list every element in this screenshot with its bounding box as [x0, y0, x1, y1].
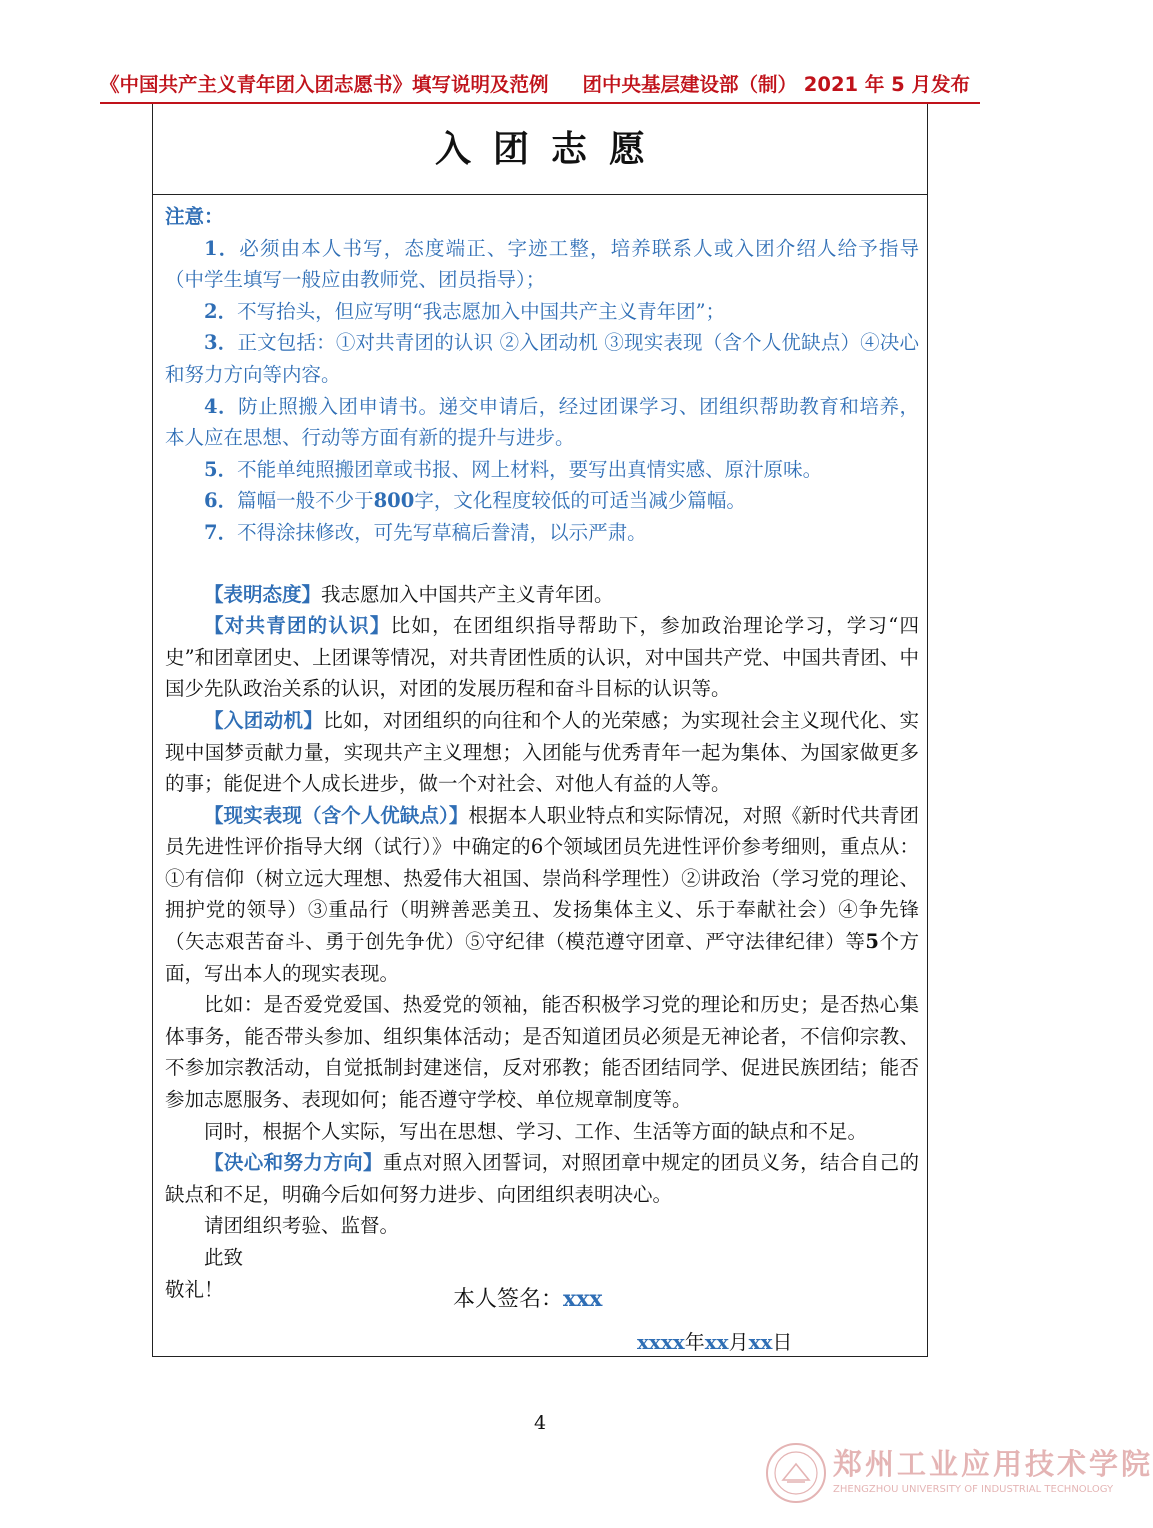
notice-item-2: 2．不写抬头，但应写明“我志愿加入中国共产主义青年团”；	[204, 299, 726, 323]
section-motivation: 【入团动机】比如，对团组织的向往和个人的光荣感；为实现社会主义现代化、实现中国梦贡献力量，实现共产主义理想；入团能与优秀青年一起为集体、为国家做更多的事；能促进个人成长进步，做一个对社会、对他人有益的人等。	[165, 708, 919, 796]
university-seal-icon	[765, 1442, 827, 1504]
notice-item-1: 1．必须由本人书写，态度端正、字迹工整，培养联系人或入团介绍人给予指导（中学生填写一般应由教师党、团员指导）；	[165, 236, 919, 292]
watermark-english: ZHENGZHOU UNIVERSITY OF INDUSTRIAL TECHNOLOGY	[833, 1484, 1114, 1495]
header-title: 《中国共产主义青年团入团志愿书》填写说明及范例	[100, 73, 549, 96]
closing-regards: 敬礼！	[165, 1277, 224, 1301]
header-publisher: 团中央基层建设部（制） 2021 年 5 月发布	[582, 73, 971, 96]
notice-item-4: 4．防止照搬入团申请书。递交申请后，经过团课学习、团组织帮助教育和培养，本人应在思想、行动等方面有新的提升与进步。	[165, 394, 919, 450]
date-line: xxxx年xx月xx日	[637, 1330, 793, 1354]
closing-request: 请团组织考验、监督。	[204, 1214, 400, 1238]
application-form	[152, 104, 928, 1357]
section-example: 比如：是否爱党爱国、热爱党的领袖，能否积极学习党的理论和历史；是否热心集体事务，能否带头参加、组织集体活动；是否知道团员必须是无神论者，不信仰宗教、不参加宗教活动，自觉抵制封建迷信，反对邪教；能否团结同学、促进民族团结；能否参加志愿服务、表现如何；能否遵守学校、单位规章制度等。	[165, 993, 919, 1112]
notice-item-6: 6．篇幅一般不少于800字，文化程度较低的可适当减少篇幅。	[204, 489, 746, 513]
notice-label: 注意：	[165, 205, 224, 228]
document-header	[100, 68, 980, 102]
signature-value: xxx	[563, 1286, 603, 1312]
notice-item-5: 5．不能单纯照搬团章或书报、网上材料，要写出真情实感、原汁原味。	[204, 457, 823, 481]
section-attitude: 【表明态度】我志愿加入中国共产主义青年团。	[204, 582, 614, 606]
notice-item-7: 7．不得涂抹修改，可先写草稿后誊清，以示严肃。	[204, 520, 647, 544]
notice-item-3: 3．正文包括：①对共青团的认识 ②入团动机 ③现实表现（含个人优缺点）④决心和努力方向等内容。	[165, 331, 919, 386]
section-resolve: 【决心和努力方向】重点对照入团誓词，对照团章中规定的团员义务，结合自己的缺点和不足，明确今后如何努力进步、向团组织表明决心。	[165, 1151, 919, 1206]
signature-line	[453, 1282, 602, 1313]
university-watermark	[765, 1440, 1153, 1510]
signature-label: 本人签名：	[453, 1287, 564, 1312]
section-performance: 【现实表现（含个人优缺点）】根据本人职业特点和实际情况，对照《新时代共青团员先进性评价指导大纲（试行）》中确定的6个领域团员先进性评价参考细则，重点从：①有信仰（树立远大理想、热爱伟大祖国、崇尚科学理性）②讲政治（学习党的理论、拥护党的领导）③重品行（明辨善恶美丑、发扬集体主义、乐于奉献社会）④争先锋（矢志艰苦奋斗、勇于创先争优）⑤守纪律（模范遵守团章、严守法律纪律）等5个方面，写出本人的现实表现。	[165, 803, 919, 985]
form-title: 入团志愿	[153, 104, 927, 195]
page-number: 4	[533, 1412, 547, 1434]
closing-salutation: 此致	[204, 1246, 244, 1269]
section-shortcomings: 同时，根据个人实际，写出在思想、学习、工作、生活等方面的缺点和不足。	[204, 1119, 868, 1143]
watermark-chinese: 郑州工业应用技术学院	[833, 1447, 1153, 1481]
section-understanding: 【对共青团的认识】比如，在团组织指导帮助下，参加政治理论学习，学习“四史”和团章团史、上团课等情况，对共青团性质的认识，对中国共产党、中国共青团、中国少先队政治关系的认识，对团的发展历程和奋斗目标的认识等。	[165, 614, 919, 701]
form-body	[153, 201, 927, 1305]
